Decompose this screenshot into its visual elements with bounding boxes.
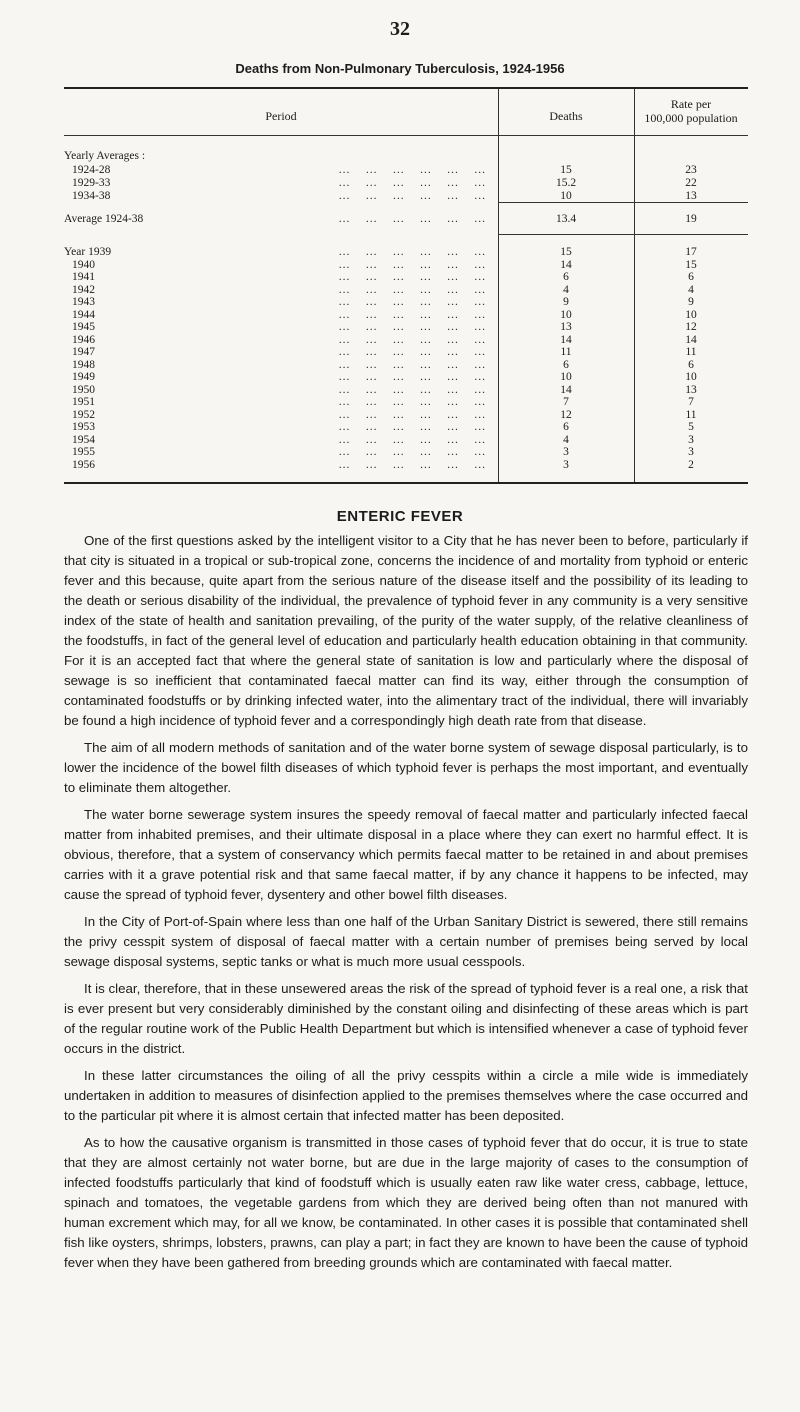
- row-period: Year 1939: [64, 246, 112, 258]
- row-rate: 7: [688, 396, 694, 408]
- table-row: [64, 409, 748, 421]
- row-deaths: 15: [560, 246, 572, 258]
- paragraph: One of the first questions asked by the intelligent visitor to a City that he has never been to before, particularly if that city is situated in a tropical or sub-tropical zone, concerns the incidence of and mortality from typhoid or enteric fever and this because, quite apart from the serious nature of the disease itself and the possibility of its leading to the death or serious disability of the individual, the prevalence of typhoid fever in any community is a very sensitive index of the state of health and sanitation prevailing, of the purity of the water supply, of the relative cleanliness of the foodstuffs, in fact of the general level of education and particularly health education obtaining in that community. For it is an accepted fact that where the general state of sanitation is low and particularly where the disposal of sewage is so inefficient that contaminated faecal matter can find its way, either through the consumption of contaminated foodstuffs or by drinking infected water, into the alimentary tract of the individual, there will invariably be found a high incidence of typhoid fever and a correspondingly high death rate from that disease.: [64, 533, 748, 728]
- row-period: 1934-38: [72, 190, 111, 202]
- row-period: 1929-33: [72, 177, 111, 189]
- header-rate: [634, 97, 748, 125]
- row-rate: 4: [688, 284, 694, 296]
- table-title: Deaths from Non-Pulmonary Tuberculosis, 1924-1956: [235, 61, 565, 76]
- table-row: [64, 213, 748, 225]
- paragraph: The aim of all modern methods of sanitation and of the water borne system of sewage disposal particularly, is to lower the incidence of the bowel filth diseases of which typhoid fever is perhaps the most important, and eventually to eliminate them altogether.: [64, 740, 748, 795]
- header-period: Period: [265, 109, 297, 123]
- section-heading: ENTERIC FEVER: [336, 508, 464, 525]
- row-rate: 6: [688, 271, 694, 283]
- row-rate: 12: [685, 321, 697, 333]
- row-rate: 3: [688, 434, 694, 446]
- table-row: [64, 246, 748, 258]
- row-rate: 13: [685, 384, 697, 396]
- row-period: 1945: [72, 321, 95, 333]
- row-deaths: 7: [563, 396, 569, 408]
- header-deaths: Deaths: [549, 109, 583, 123]
- row-deaths: 4: [563, 284, 569, 296]
- leader-dots: ... ... ... ... ... ...: [338, 246, 486, 258]
- leader-dots: ... ... ... ... ... ...: [338, 259, 486, 271]
- row-period: 1952: [72, 409, 95, 421]
- leader-dots: ... ... ... ... ... ...: [338, 371, 486, 383]
- paragraph: In the City of Port-of-Spain where less than one half of the Urban Sanitary District is sewered, there still remains the privy cesspit system of disposal of faecal matter with a certain number of premises being served by local sewage disposal systems, septic tanks or what is much more usual cesspools.: [64, 914, 748, 969]
- row-deaths: 3: [563, 459, 569, 471]
- table-row: [64, 190, 748, 202]
- leader-dots: ... ... ... ... ... ...: [338, 421, 486, 433]
- leader-dots: ... ... ... ... ... ...: [338, 177, 486, 189]
- row-period: 1955: [72, 446, 95, 458]
- row-separator: [498, 202, 748, 203]
- row-period: 1951: [72, 396, 95, 408]
- row-rate: 11: [685, 409, 697, 421]
- row-rate: 2: [688, 459, 694, 471]
- leader-dots: ... ... ... ... ... ...: [338, 396, 486, 408]
- body-text: [64, 531, 748, 1280]
- tuberculosis-table: [64, 87, 748, 484]
- table-row: [64, 284, 748, 296]
- row-period: 1943: [72, 296, 95, 308]
- leader-dots: ... ... ... ... ... ...: [338, 164, 486, 176]
- table-row: [64, 396, 748, 408]
- row-deaths: 3: [563, 446, 569, 458]
- leader-dots: ... ... ... ... ... ...: [338, 190, 486, 202]
- leader-dots: ... ... ... ... ... ...: [338, 284, 486, 296]
- row-period: 1942: [72, 284, 95, 296]
- row-deaths: 13.4: [555, 213, 577, 225]
- leader-dots: ... ... ... ... ... ...: [338, 309, 486, 321]
- leader-dots: ... ... ... ... ... ...: [338, 384, 486, 396]
- row-rate: 5: [688, 421, 694, 433]
- row-period: 1924-28: [72, 164, 111, 176]
- row-period: 1944: [72, 309, 95, 321]
- paragraph: As to how the causative organism is transmitted in those cases of typhoid fever that do occur, it is true to state that they are almost certainly not water borne, but are due in the large majority of cases to the consumption of infected foodstuffs particularly that kind of foodstuff which is usually eaten raw like water cress, cabbage, lettuce, spinach and tomatoes, the vegetable gardens from which they are derived being often than not manured with human excrement which may, for all we know, be contaminated. In other cases it is possible that contaminated shell fish like oysters, shrimps, lobsters, prawns, can play a part; in fact they are known to have been the cause of typhoid fever when they have been gathered from breeding grounds which are contaminated with faecal matter.: [64, 1135, 748, 1270]
- row-period: 1947: [72, 346, 95, 358]
- table-row: [64, 359, 748, 371]
- row-period: 1956: [72, 459, 95, 471]
- row-rate: 9: [688, 296, 694, 308]
- row-deaths: 14: [560, 384, 572, 396]
- table-row: [64, 321, 748, 333]
- header-rule: [64, 135, 748, 136]
- leader-dots: ... ... ... ... ... ...: [338, 409, 486, 421]
- paragraph: The water borne sewerage system insures the speedy removal of faecal matter and particularly infected faecal matter from inhabited premises, and their ultimate disposal in a place where they can exert no harmful effect. It is obvious, therefore, that a system of conservancy which permits faecal matter to be retained in and about premises carries with it a grave potential risk and that same faecal matter, if by any chance it happens to be infected, may cause the spread of typhoid fever, dysentery and other bowel filth diseases.: [64, 807, 748, 902]
- header-rate-line1: Rate per: [670, 97, 712, 111]
- row-period: 1946: [72, 334, 95, 346]
- leader-dots: ... ... ... ... ... ...: [338, 334, 486, 346]
- table-row: [64, 177, 748, 189]
- paragraph: In these latter circumstances the oiling of all the privy cesspits within a circle a mile wide is immediately undertaken in addition to measures of disinfection applied to the premises themselves where the case occurred and to the particular pit where it is almost certain that infected matter has been deposited.: [64, 1068, 748, 1123]
- row-deaths: 14: [560, 334, 572, 346]
- table-row: [64, 434, 748, 446]
- row-period: 1948: [72, 359, 95, 371]
- row-deaths: 14: [560, 259, 572, 271]
- table-row: [64, 334, 748, 346]
- row-period: Yearly Averages :: [64, 150, 146, 162]
- row-rate: 14: [685, 334, 697, 346]
- leader-dots: ... ... ... ... ... ...: [338, 446, 486, 458]
- row-deaths: 9: [563, 296, 569, 308]
- table-row: [64, 309, 748, 321]
- table-row: [64, 346, 748, 358]
- table-row: [64, 459, 748, 471]
- row-deaths: 6: [563, 359, 569, 371]
- table-row: [64, 371, 748, 383]
- row-period: 1941: [72, 271, 95, 283]
- row-deaths: 6: [563, 271, 569, 283]
- leader-dots: ... ... ... ... ... ...: [338, 434, 486, 446]
- row-deaths: 10: [560, 309, 572, 321]
- table-row: [64, 150, 748, 162]
- row-rate: 23: [685, 164, 697, 176]
- row-rate: 22: [685, 177, 697, 189]
- leader-dots: ... ... ... ... ... ...: [338, 346, 486, 358]
- table-row: [64, 421, 748, 433]
- table-row: [64, 296, 748, 308]
- leader-dots: ... ... ... ... ... ...: [338, 359, 486, 371]
- row-rate: 15: [685, 259, 697, 271]
- header-rate-line2: 100,000 population: [644, 111, 738, 125]
- row-deaths: 10: [560, 371, 572, 383]
- row-rate: 13: [685, 190, 697, 202]
- table-row: [64, 164, 748, 176]
- row-rate: 17: [685, 246, 697, 258]
- row-deaths: 13: [560, 321, 572, 333]
- row-deaths: 11: [560, 346, 572, 358]
- row-rate: 3: [688, 446, 694, 458]
- row-deaths: 15: [560, 164, 572, 176]
- row-rate: 10: [685, 309, 697, 321]
- leader-dots: ... ... ... ... ... ...: [338, 271, 486, 283]
- paragraph: It is clear, therefore, that in these unsewered areas the risk of the spread of typhoid fever is a real one, a risk that is ever present but very considerably diminished by the constant oiling and disinfecting of these areas which is part of the regular routine work of the Public Health Department but which is intensified whenever a case of typhoid fever occurs in the district.: [64, 981, 748, 1056]
- leader-dots: ... ... ... ... ... ...: [338, 213, 486, 225]
- table-row: [64, 259, 748, 271]
- row-deaths: 10: [560, 190, 572, 202]
- row-period: Average 1924-38: [64, 213, 144, 225]
- table-row: [64, 446, 748, 458]
- page-number: 32: [390, 18, 410, 40]
- row-deaths: 12: [560, 409, 572, 421]
- row-rate: 6: [688, 359, 694, 371]
- row-deaths: 15.2: [555, 177, 577, 189]
- row-deaths: 6: [563, 421, 569, 433]
- row-period: 1953: [72, 421, 95, 433]
- table-row: [64, 384, 748, 396]
- row-period: 1949: [72, 371, 95, 383]
- row-deaths: 4: [563, 434, 569, 446]
- leader-dots: ... ... ... ... ... ...: [338, 296, 486, 308]
- row-period: 1950: [72, 384, 95, 396]
- row-rate: 10: [685, 371, 697, 383]
- table-row: [64, 271, 748, 283]
- row-period: 1954: [72, 434, 95, 446]
- leader-dots: ... ... ... ... ... ...: [338, 459, 486, 471]
- leader-dots: ... ... ... ... ... ...: [338, 321, 486, 333]
- row-separator: [498, 234, 748, 235]
- row-period: 1940: [72, 259, 95, 271]
- row-rate: 11: [685, 346, 697, 358]
- row-rate: 19: [685, 213, 697, 225]
